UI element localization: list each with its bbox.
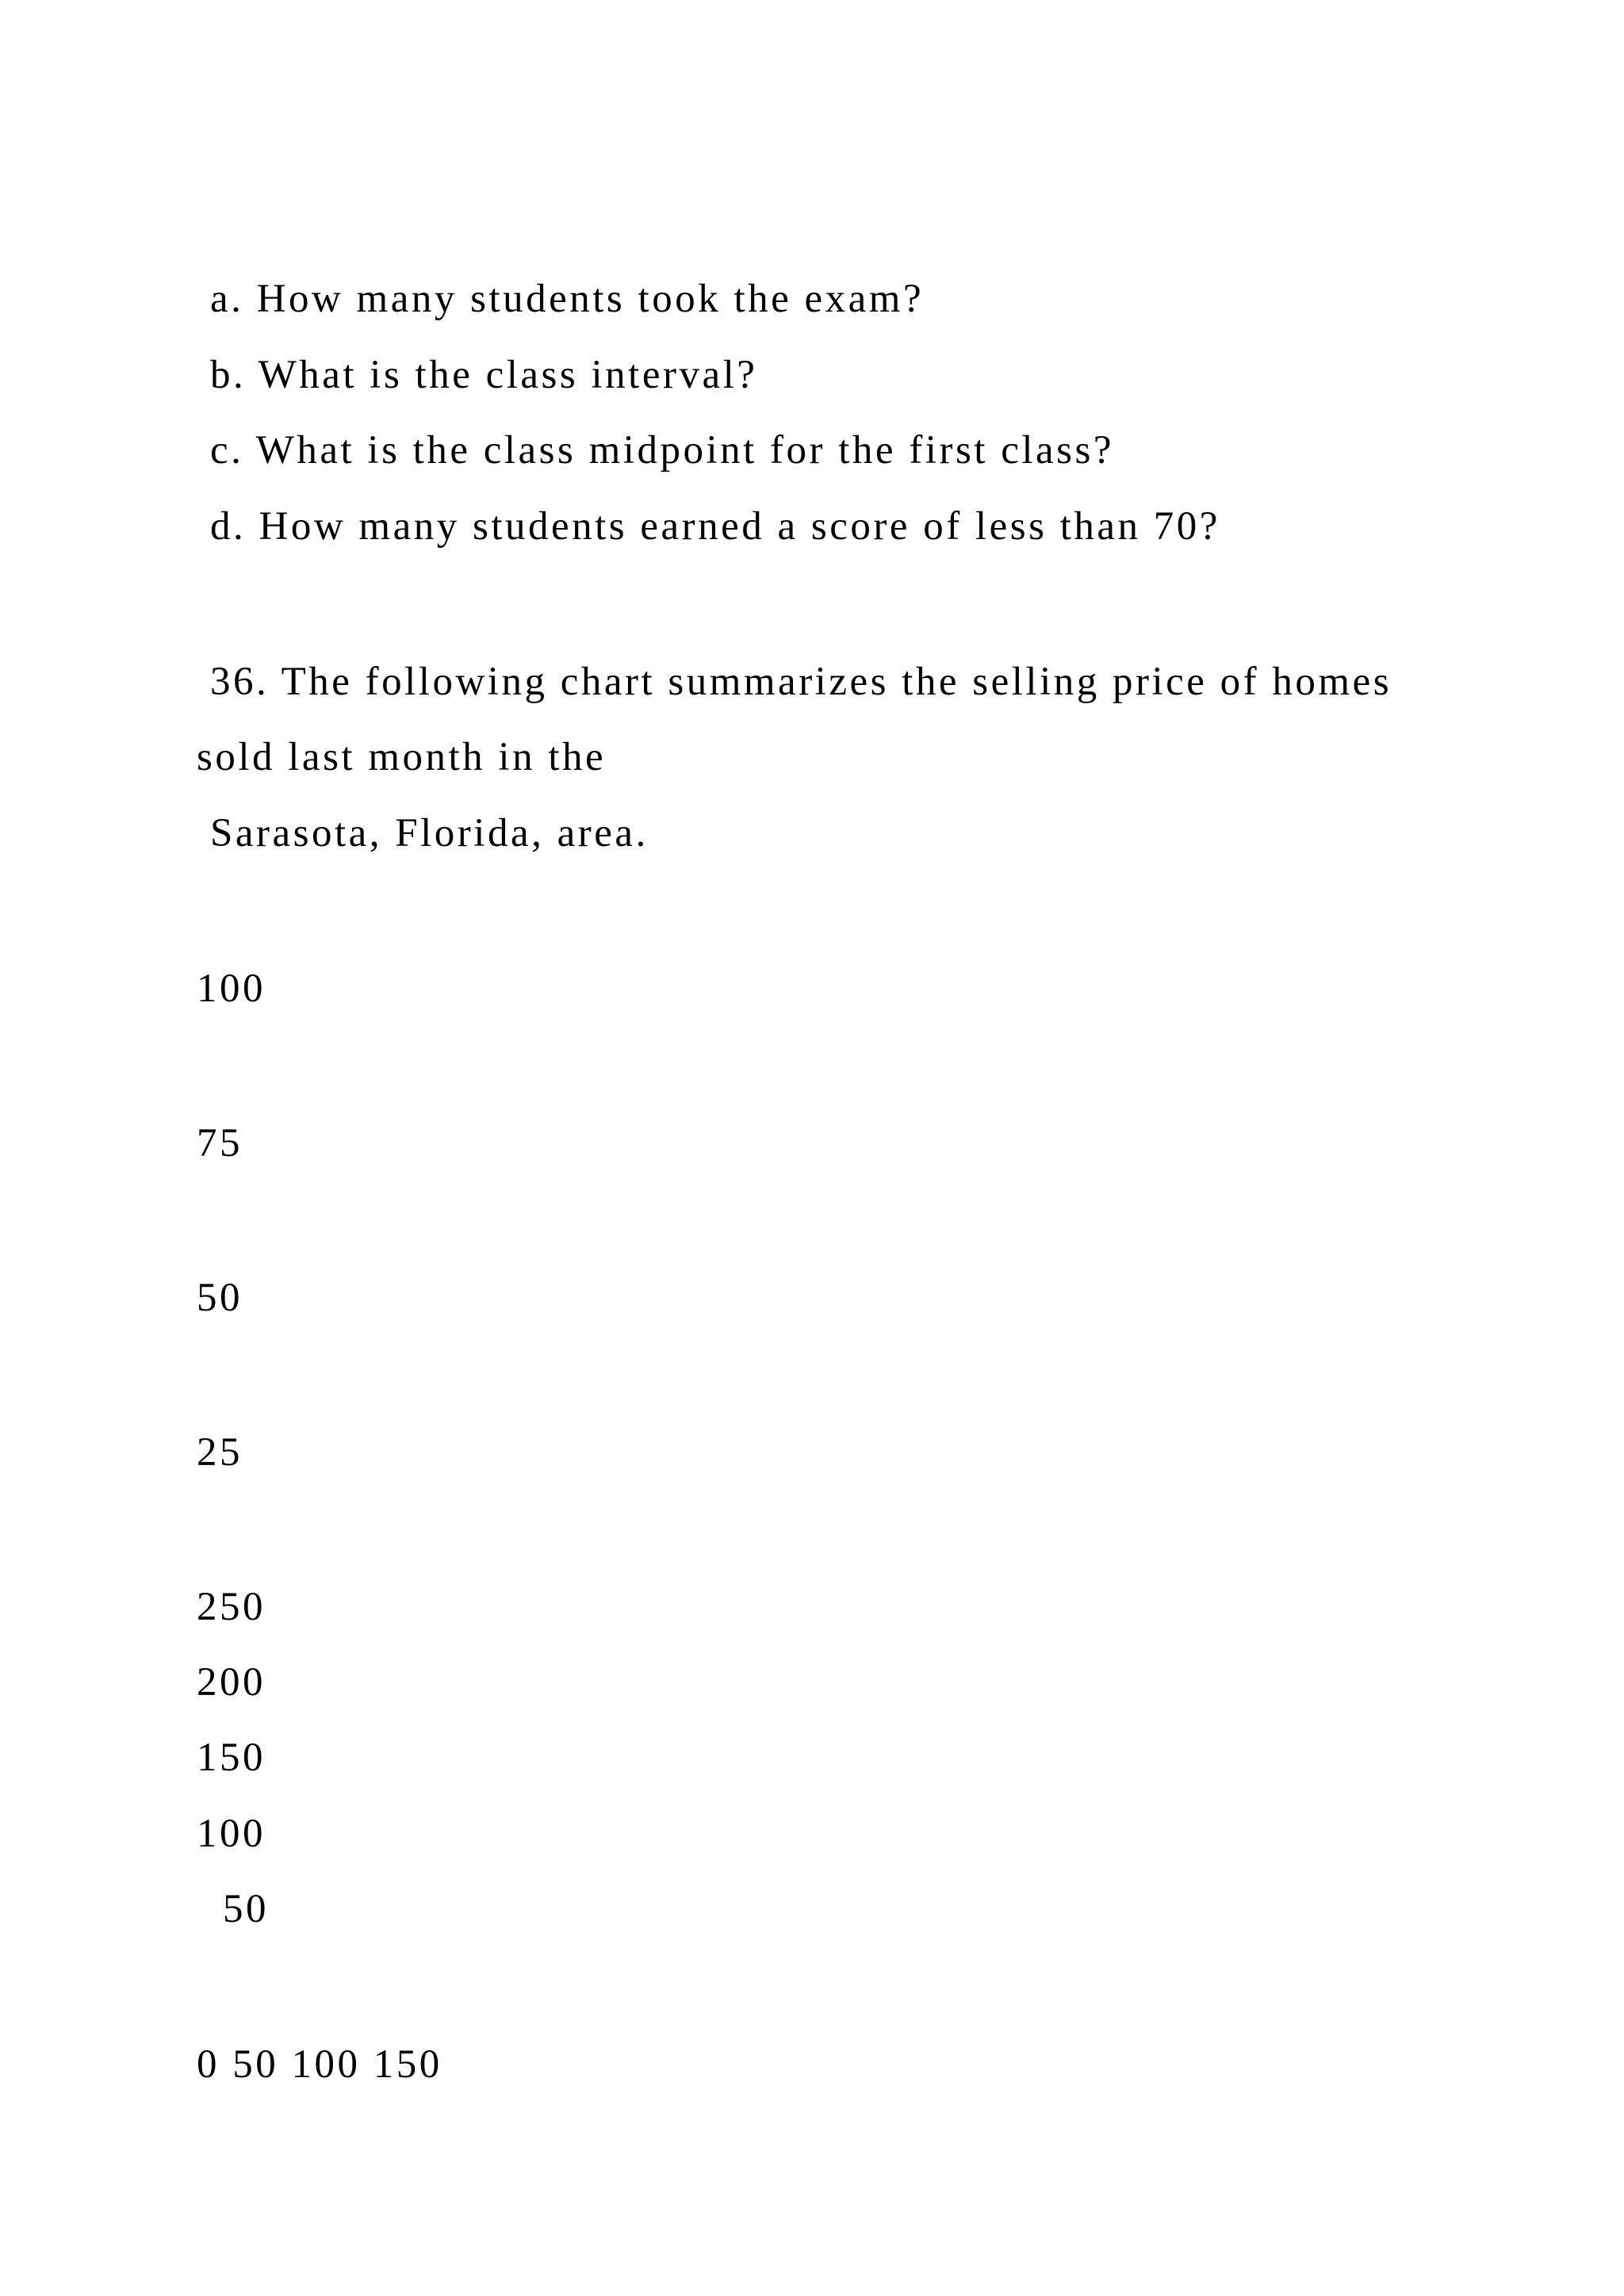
problem-36-line-1: 36. The following chart summarizes the selling price of homes — [210, 660, 1392, 704]
question-b: b. What is the class interval? — [210, 353, 758, 397]
lower-axis-label-100: 100 — [197, 1812, 266, 1856]
question-d: d. How many students earned a score of less than 70? — [210, 504, 1220, 549]
lower-axis-label-250: 250 — [197, 1585, 266, 1629]
problem-36-line-2: sold last month in the — [197, 735, 607, 779]
upper-axis-label-25: 25 — [197, 1430, 243, 1475]
question-c: c. What is the class midpoint for the first class? — [210, 428, 1114, 473]
upper-axis-label-75: 75 — [197, 1121, 243, 1165]
upper-axis-label-50: 50 — [197, 1276, 243, 1320]
question-a: a. How many students took the exam? — [210, 277, 925, 321]
problem-36-line-3: Sarasota, Florida, area. — [210, 811, 649, 855]
upper-axis-label-100: 100 — [197, 966, 266, 1011]
bottom-axis-labels: 0 50 100 150 — [197, 2042, 442, 2087]
lower-axis-label-50: 50 — [223, 1887, 269, 1931]
lower-axis-label-200: 200 — [197, 1660, 266, 1705]
lower-axis-label-150: 150 — [197, 1735, 266, 1780]
